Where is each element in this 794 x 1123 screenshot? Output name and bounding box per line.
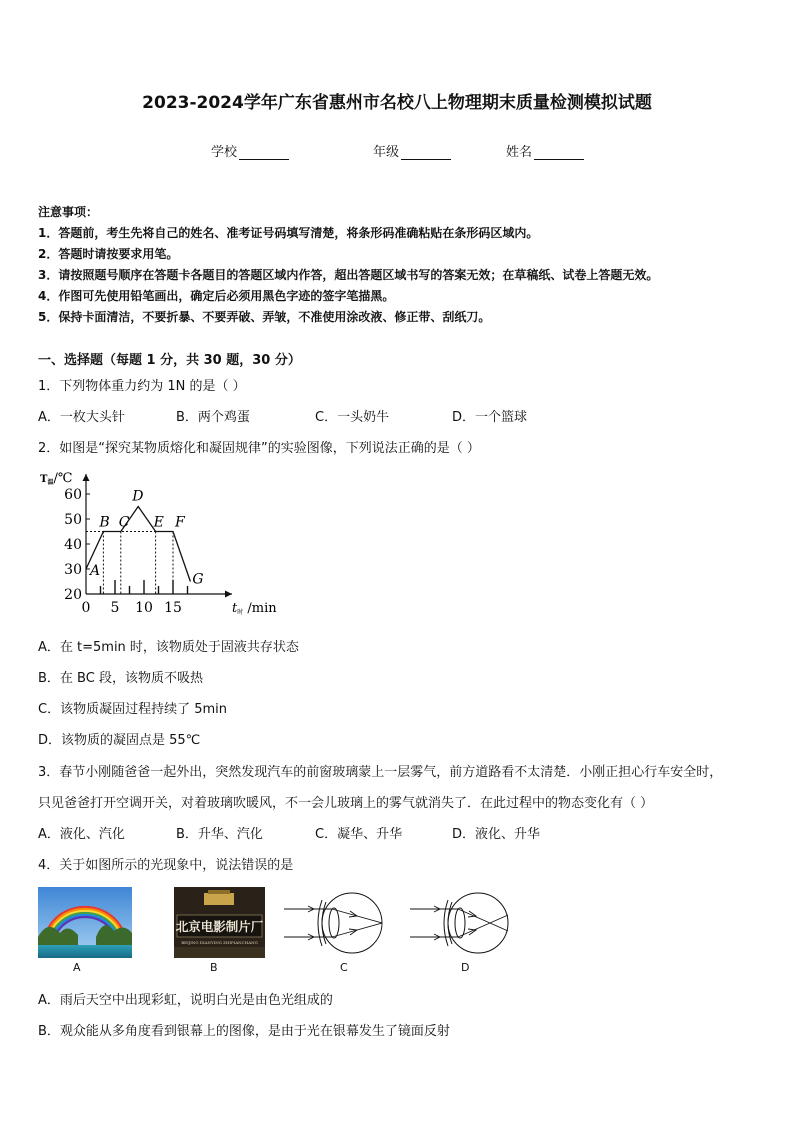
x-tick-label: 0 xyxy=(81,600,91,616)
y-tick-label: 40 xyxy=(64,537,82,553)
option-b: B．两个鸡蛋 xyxy=(176,410,250,425)
image-label-c: C xyxy=(340,961,348,974)
notice-item: 5．保持卡面清洁，不要折暴、不要弄破、弄皱，不准使用涂改液、修正带、刮纸刀。 xyxy=(38,310,491,324)
image-label-b: B xyxy=(210,961,218,974)
option-d: D．该物质的凝固点是 55℃ xyxy=(38,733,201,748)
page-title: 2023-2024学年广东省惠州市名校八上物理期末质量检测模拟试题 xyxy=(142,93,652,113)
notice-item: 2．答题时请按要求用笔。 xyxy=(38,247,179,261)
question-stem-line1: 3．春节小刚随爸爸一起外出，突然发现汽车的前窗玻璃蒙上一层雾气，前方道路看不太清楚．小刚正担心行车安全时， xyxy=(38,765,723,780)
point-label-d: D xyxy=(132,488,144,505)
school-field xyxy=(211,141,289,160)
name-field xyxy=(506,141,584,160)
point-label-g: G xyxy=(192,571,204,588)
question-stem: 4．关于如图所示的光现象中，说法错误的是 xyxy=(38,858,294,873)
question-stem-line2: 只见爸爸打开空调开关，对着玻璃吹暖风，不一会儿玻璃上的雾气就消失了．在此过程中的物态变化有（ ） xyxy=(38,796,654,811)
name-blank xyxy=(534,147,584,160)
rainbow-photo xyxy=(38,887,132,958)
image-label-a: A xyxy=(73,961,81,974)
y-tick-label: 50 xyxy=(64,512,82,528)
sign-text: 北京电影制片厂 xyxy=(175,919,264,934)
notice-heading: 注意事项： xyxy=(38,205,99,219)
school-blank xyxy=(239,147,289,160)
grade-field xyxy=(373,141,451,160)
option-d: D．一个篮球 xyxy=(452,410,528,425)
grade-label: 年级 xyxy=(373,145,400,160)
y-tick-label: 30 xyxy=(64,562,82,578)
grade-blank xyxy=(401,147,451,160)
option-c: C．该物质凝固过程持续了 5min xyxy=(38,702,227,717)
y-tick-label: 60 xyxy=(64,487,82,503)
option-b: B．在 BC 段，该物质不吸热 xyxy=(38,671,203,686)
melting-curve-chart xyxy=(36,466,296,622)
option-d: D．液化、升华 xyxy=(452,827,541,842)
option-a: A．雨后天空中出现彩虹，说明白光是由色光组成的 xyxy=(38,993,333,1008)
x-tick-label: 10 xyxy=(135,600,153,616)
name-label: 姓名 xyxy=(506,145,533,160)
option-c: C．凝华、升华 xyxy=(315,827,403,842)
film-studio-sign-photo xyxy=(174,887,265,958)
x-axis-label: t时 /min xyxy=(232,601,277,616)
sign-pinyin: BEIJING DIANYING ZHIPIANCHANG xyxy=(181,940,258,945)
option-b: B．升华、汽化 xyxy=(176,827,263,842)
option-a: A．在 t=5min 时，该物质处于固液共存状态 xyxy=(38,640,299,655)
option-c: C．一头奶牛 xyxy=(315,410,390,425)
notice-item: 1．答题前，考生先将自己的姓名、准考证号码填写清楚，将条形码准确粘贴在条形码区域内。 xyxy=(38,226,539,240)
point-label-c: C xyxy=(118,514,130,531)
eye-diagram-c xyxy=(284,888,392,958)
image-label-d: D xyxy=(461,961,470,974)
y-tick-label: 20 xyxy=(64,587,82,603)
x-tick-label: 5 xyxy=(110,600,120,616)
question-stem: 2．如图是“探究某物质熔化和凝固规律”的实验图像，下列说法正确的是（ ） xyxy=(38,441,480,456)
point-label-b: B xyxy=(99,514,110,531)
question-stem: 1．下列物体重力约为 1N 的是（ ） xyxy=(38,379,246,394)
point-label-a: A xyxy=(90,563,101,579)
option-a: A．液化、汽化 xyxy=(38,827,125,842)
x-tick-label: 15 xyxy=(164,600,182,616)
school-label: 学校 xyxy=(211,145,238,160)
section-heading: 一、选择题（每题 1 分，共 30 题，30 分） xyxy=(38,353,301,368)
notice-item: 3．请按照题号顺序在答题卡各题目的答题区域内作答，超出答题区域书写的答案无效；在草稿纸、试卷上答题无效。 xyxy=(38,268,659,282)
notice-item: 4．作图可先使用铅笔画出，确定后必须用黑色字迹的签字笔描黑。 xyxy=(38,289,395,303)
y-axis-label: T温/℃ xyxy=(40,471,73,486)
eye-diagram-d xyxy=(410,888,518,958)
point-label-e: E xyxy=(153,514,164,531)
point-label-f: F xyxy=(175,514,185,531)
option-a: A．一枚大头针 xyxy=(38,410,125,425)
option-b: B．观众能从多角度看到银幕上的图像，是由于光在银幕发生了镜面反射 xyxy=(38,1024,450,1039)
